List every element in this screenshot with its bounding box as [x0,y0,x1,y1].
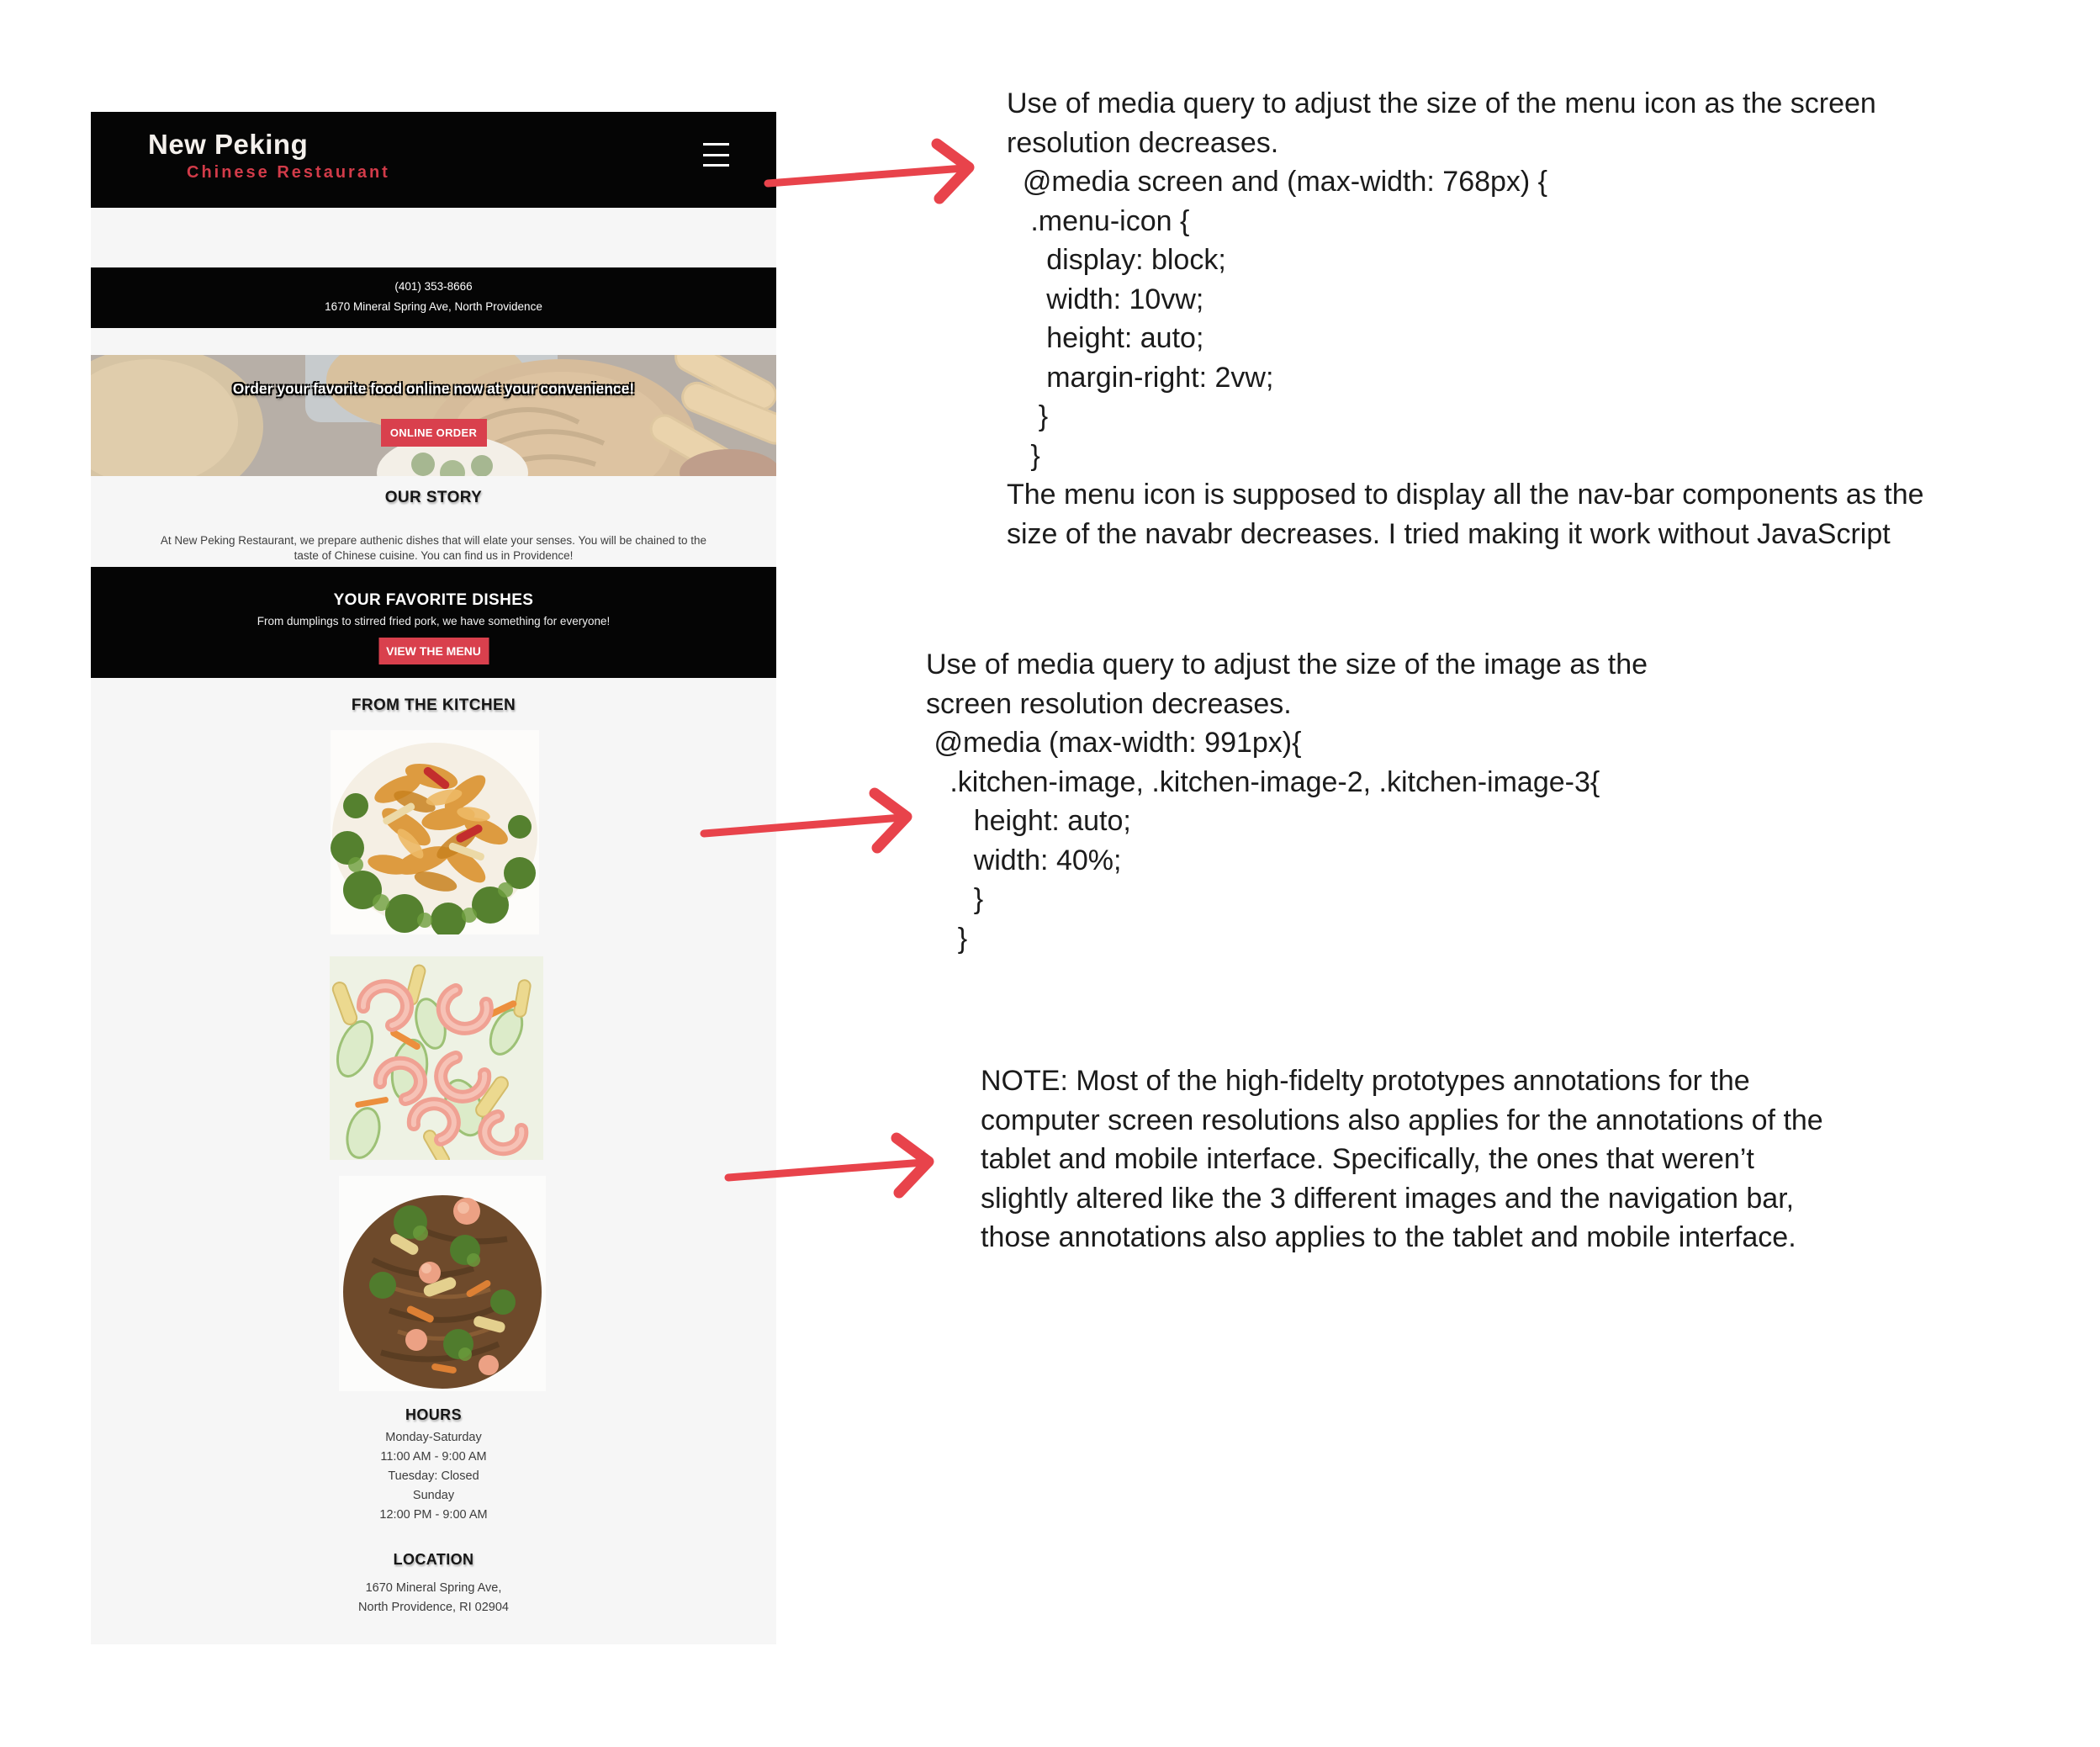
annotation-line: height: auto; [1007,322,1204,354]
address-line: 1670 Mineral Spring Ave, North Providence [325,300,542,313]
hamburger-bar [703,143,729,146]
annotation-line: height: auto; [926,805,1131,837]
location-list [91,1579,776,1617]
logo-subtitle: Chinese Restaurant [187,163,390,182]
kitchen-image-3 [339,1176,546,1391]
annotation-line: width: 10vw; [1007,283,1204,315]
logo-title: New Peking [148,129,309,160]
annotation-line: resolution decreases. [1007,126,1279,159]
hero-banner [91,355,776,476]
online-order-button[interactable]: ONLINE ORDER [381,419,487,447]
annotation-line: margin-right: 2vw; [1007,361,1274,394]
annotation-general-note [981,1061,1823,1257]
our-story-heading: OUR STORY [384,489,483,506]
annotation-line: .kitchen-image, .kitchen-image-2, .kitchen-image-3{ [926,765,1600,798]
annotation-line: } [1007,439,1040,472]
annotation-line: } [1007,400,1049,432]
annotation-line: @media (max-width: 991px){ [926,727,1302,759]
navbar [91,112,776,208]
phone-number: (401) 353-8666 [394,280,473,293]
favorite-dishes-section [91,567,776,678]
annotation-line: those annotations also applies to the tablet and mobile interface. [981,1221,1796,1253]
annotation-line: size of the navabr decreases. I tried making it work without JavaScript [1007,517,1891,550]
hamburger-bar [703,164,729,167]
beef-noodles-image [339,1176,546,1391]
annotation-line: width: 40%; [926,844,1122,876]
kitchen-image-1 [331,730,539,934]
annotation-line: display: block; [1007,244,1226,276]
favorite-dishes-subtitle: From dumplings to stirred fried pork, we have something for everyone! [257,615,611,627]
annotation-line: Use of media query to adjust the size of the image as the [926,649,1648,680]
hero-tagline: Order your favorite food online now at your convenience! [232,380,635,397]
mobile-prototype [91,112,776,1644]
annotation-line: The menu icon is supposed to display all the nav-bar components as the [1007,479,1924,511]
our-story-text: At New Peking Restaurant, we prepare authenic dishes that will elate your senses. You will be chained to the taste of Chinese cuisine. You can find us in Providence! [160,533,707,562]
annotation-line: } [926,883,984,915]
shrimp-vegetables-image [330,956,543,1160]
annotation-line: .menu-icon { [1007,204,1190,237]
favorite-dishes-heading: YOUR FAVORITE DISHES [333,591,534,609]
annotation-line: screen resolution decreases. [926,687,1292,720]
from-kitchen-heading: FROM THE KITCHEN [351,696,516,714]
annotation-kitchen-image-note [926,645,1648,958]
hero-food-image [91,355,776,476]
annotation-menu-icon-note [1007,84,1924,553]
annotation-line: } [926,922,968,955]
annotation-line: tablet and mobile interface. Specifically, the ones that weren’t [981,1143,1754,1175]
annotation-line: NOTE: Most of the high-fidelty prototypes annotations for the [981,1065,1750,1097]
hours-heading: HOURS [405,1406,462,1423]
annotation-line: Use of media query to adjust the size of the menu icon as the screen [1007,87,1876,119]
location-line: North Providence, RI 02904 [358,1601,509,1614]
location-line: 1670 Mineral Spring Ave, [365,1581,502,1595]
hours-line: 11:00 AM - 9:00 AM [380,1450,487,1464]
hours-line: Monday-Saturday [385,1431,482,1444]
arrow-to-menu-icon-note [768,144,969,199]
kitchen-image-2 [330,956,543,1160]
location-heading: LOCATION [393,1551,474,1568]
annotation-line: @media screen and (max-width: 768px) { [1007,166,1548,198]
hours-line: 12:00 PM - 9:00 AM [379,1508,488,1522]
hours-list [91,1428,776,1525]
annotation-line: computer screen resolutions also applies for the annotations of the [981,1104,1823,1136]
contact-bar [91,267,776,328]
hamburger-bar [703,154,729,156]
chicken-broccoli-image [331,730,539,934]
logo [148,129,390,183]
hamburger-menu-icon[interactable] [703,143,729,167]
annotation-line: slightly altered like the 3 different images and the navigation bar, [981,1182,1795,1215]
hours-line: Sunday [412,1489,455,1502]
view-menu-button[interactable]: VIEW THE MENU [378,638,489,664]
hours-line: Tuesday: Closed [388,1469,479,1483]
